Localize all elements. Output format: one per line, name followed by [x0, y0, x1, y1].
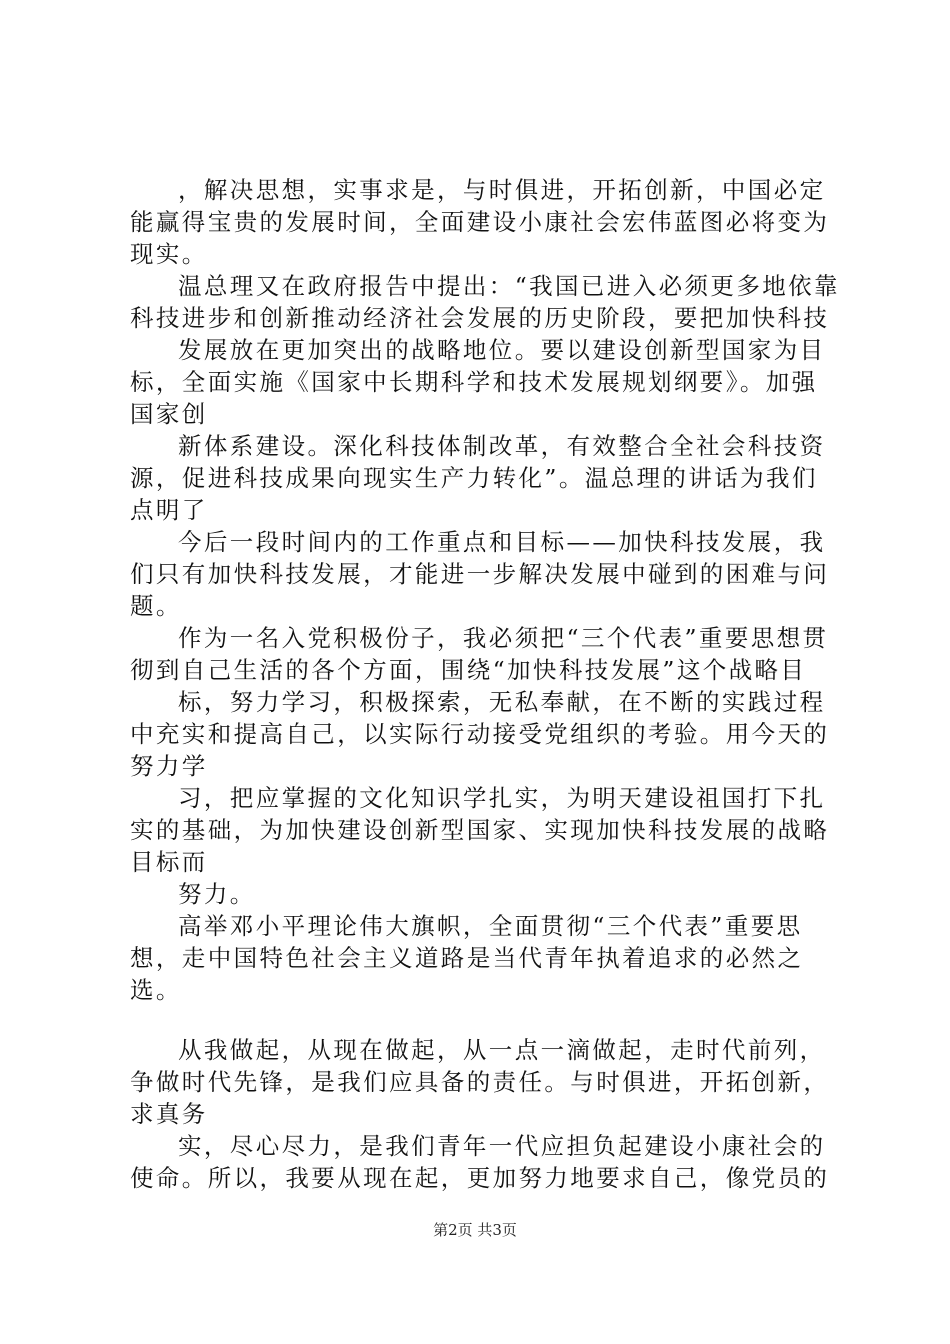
- paragraph: 温总理又在政府报告中提出：“我国已进入必须更多地依靠科技进步和创新推动经济社会发展的历史阶段，要把加快科技: [130, 272, 840, 332]
- paragraph: ，解决思想，实事求是，与时俱进，开拓创新，中国必定能赢得宝贵的发展时间，全面建设小康社会宏伟蓝图必将变为现实。: [130, 176, 830, 268]
- paragraph: 习，把应掌握的文化知识学扎实，为明天建设祖国打下扎实的基础，为加快建设创新型国家、实现加快科技发展的战略目标而: [130, 784, 830, 876]
- document-body: [130, 174, 840, 1194]
- paragraph: 从我做起，从现在做起，从一点一滴做起，走时代前列，争做时代先锋，是我们应具备的责任。与时俱进，开拓创新，求真务: [130, 1036, 830, 1128]
- paragraph: 标，努力学习，积极探索，无私奉献，在不断的实践过程中充实和提高自己，以实际行动接受党组织的考验。用今天的努力学: [130, 688, 830, 780]
- page-number-footer: 第2页 共3页: [433, 1221, 517, 1239]
- paragraph: 实，尽心尽力，是我们青年一代应担负起建设小康社会的使命。所以，我要从现在起，更加努力地要求自己，像党员的: [130, 1132, 830, 1192]
- paragraph: 发展放在更加突出的战略地位。要以建设创新型国家为目标，全面实施《国家中长期科学和技术发展规划纲要》。加强国家创: [130, 336, 826, 428]
- paragraph: 高举邓小平理论伟大旗帜，全面贯彻“三个代表”重要思想，走中国特色社会主义道路是当代青年执着追求的必然之选。: [130, 912, 804, 1004]
- paragraph: 作为一名入党积极份子，我必须把“三个代表”重要思想贯彻到自己生活的各个方面，围绕“加快科技发展”这个战略目: [130, 624, 829, 684]
- paragraph: 新体系建设。深化科技体制改革，有效整合全社会科技资源，促进科技成果向现实生产力转化”。温总理的讲话为我们点明了: [130, 432, 826, 524]
- paragraph: 努力。: [178, 880, 256, 908]
- paragraph: 今后一段时间内的工作重点和目标——加快科技发展，我们只有加快科技发展，才能进一步解决发展中碰到的困难与问题。: [130, 528, 830, 620]
